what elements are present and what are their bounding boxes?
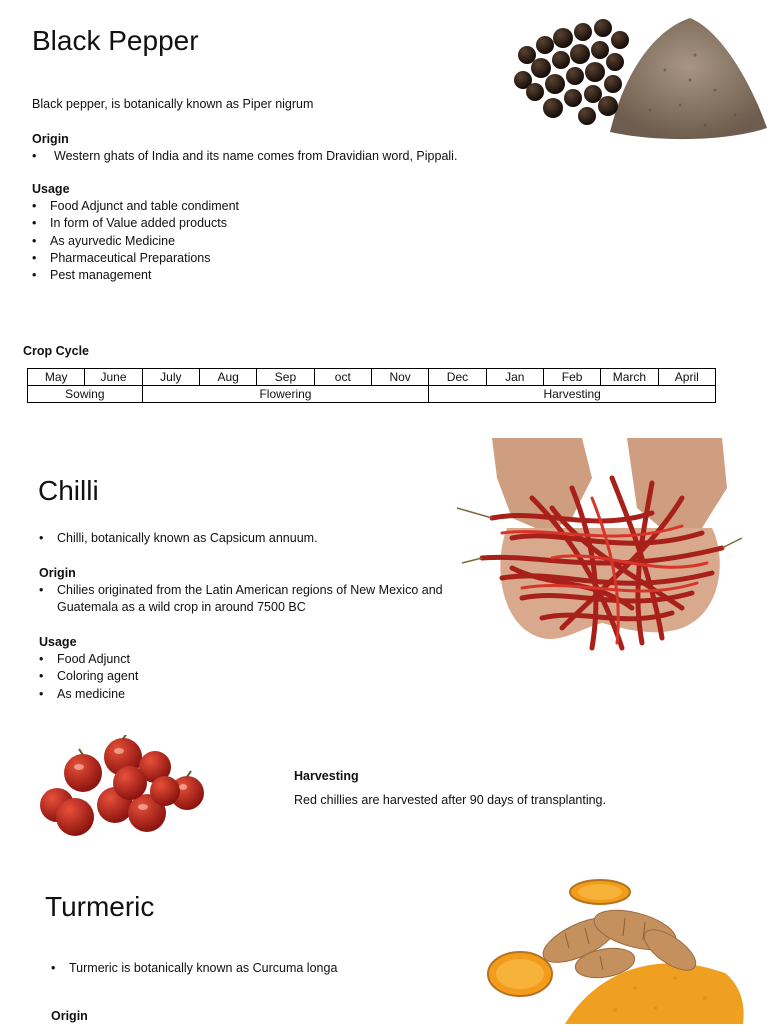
month-cell: June xyxy=(85,369,142,386)
black-pepper-intro: Black pepper, is botanically known as Piper nigrum xyxy=(32,97,314,111)
month-cell: July xyxy=(142,369,199,386)
month-cell: April xyxy=(658,369,715,386)
stage-cell-flowering: Flowering xyxy=(142,386,429,403)
stage-cell-sowing: Sowing xyxy=(28,386,143,403)
turmeric-image xyxy=(485,878,745,1024)
black-pepper-usage-heading: Usage xyxy=(32,182,70,196)
chilli-title: Chilli xyxy=(38,475,99,506)
turmeric-intro-list xyxy=(51,960,337,977)
list-item xyxy=(39,582,443,617)
month-cell: Aug xyxy=(199,369,256,386)
black-pepper-origin-list xyxy=(32,148,457,165)
list-item: • As medicine xyxy=(39,686,138,703)
month-cell: March xyxy=(601,369,658,386)
black-pepper-title: Black Pepper xyxy=(32,25,199,56)
crop-cycle-table xyxy=(27,368,716,403)
month-cell: oct xyxy=(314,369,371,386)
month-cell: Nov xyxy=(371,369,428,386)
month-cell: Sep xyxy=(257,369,314,386)
chilli-harvest-heading: Harvesting xyxy=(294,769,359,783)
month-cell: May xyxy=(28,369,85,386)
chilli-usage-heading: Usage xyxy=(39,635,77,649)
list-item: • Pest management xyxy=(32,267,239,284)
black-pepper-usage-list xyxy=(32,198,239,284)
bullet-glyph: • xyxy=(39,583,44,597)
chilli-origin-list xyxy=(39,582,443,617)
month-cell: Feb xyxy=(543,369,600,386)
month-cell: Dec xyxy=(429,369,486,386)
chilli-intro-list xyxy=(39,530,318,547)
turmeric-title: Turmeric xyxy=(45,891,155,922)
list-item: • Pharmaceutical Preparations xyxy=(32,250,239,267)
list-item: • Food Adjunct xyxy=(39,651,138,668)
list-item: • Chilli, botanically known as Capsicum annuum. xyxy=(39,530,318,547)
round-chillies-image xyxy=(35,735,215,840)
crop-cycle-heading: Crop Cycle xyxy=(23,344,89,358)
list-item: • In form of Value added products xyxy=(32,215,239,232)
month-cell: Jan xyxy=(486,369,543,386)
list-item: • As ayurvedic Medicine xyxy=(32,233,239,250)
chilli-harvest-text: Red chillies are harvested after 90 days of transplanting. xyxy=(294,793,606,807)
list-item: • Food Adjunct and table condiment xyxy=(32,198,239,215)
crop-cycle-months-row xyxy=(28,369,716,386)
stage-cell-harvesting: Harvesting xyxy=(429,386,716,403)
crop-cycle-stages-row xyxy=(28,386,716,403)
list-item: • Western ghats of India and its name comes from Dravidian word, Pippali. xyxy=(32,148,457,165)
black-pepper-image xyxy=(505,10,767,150)
chilli-usage-list xyxy=(39,651,138,703)
turmeric-origin-heading: Origin xyxy=(51,1009,88,1023)
chilli-origin-heading: Origin xyxy=(39,566,76,580)
origin-line: Guatemala as a wild crop in around 7500 BC xyxy=(57,600,306,615)
chilli-hands-image xyxy=(452,438,752,668)
black-pepper-origin-heading: Origin xyxy=(32,132,69,146)
list-item: • Coloring agent xyxy=(39,668,138,685)
list-item: • Turmeric is botanically known as Curcuma longa xyxy=(51,960,337,977)
origin-line: Chilies originated from the Latin American regions of New Mexico and xyxy=(57,583,443,597)
